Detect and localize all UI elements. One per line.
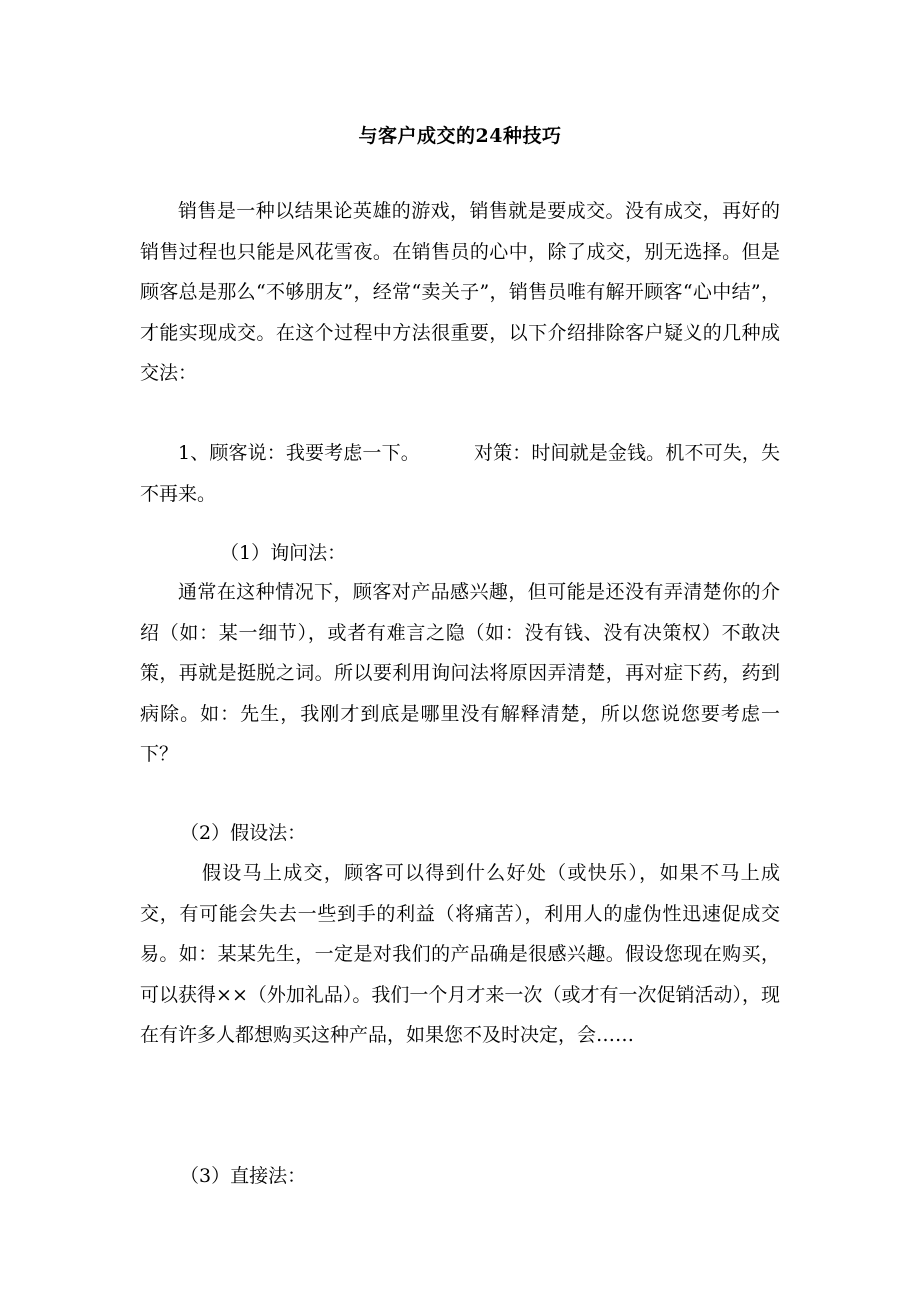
- method3-heading: （3）直接法：: [180, 1165, 307, 1187]
- item1-strategy: 对策：时间就是金钱。机不可失，失不再来。: [140, 442, 780, 505]
- method2-body: 假设马上成交，顾客可以得到什么好处（或快乐），如果不马上成交，有可能会失去一些到手的利益（将痛苦），利用人的虚伪性迅速促成交易。如：某某先生，一定是对我们的产品确是很感兴趣。假设您现在购买，可以获得××（外加礼品）。我们一个月才来一次（或才有一次促销活动），现在有许多人都想购买这种产品，如果您不及时决定，会……: [140, 862, 780, 1046]
- method1-heading: （1）询问法：: [220, 542, 347, 564]
- intro-paragraph: 销售是一种以结果论英雄的游戏，销售就是要成交。没有成交，再好的销售过程也只能是风花雪夜。在销售员的心中，除了成交，别无选择。但是顾客总是那么“不够朋友”，经常“卖关子”，销售员唯有解开顾客“心中结”，才能实现成交。在这个过程中方法很重要，以下介绍排除客户疑义的几种成交法：: [140, 200, 780, 384]
- document-title: 与客户成交的24种技巧: [358, 125, 562, 147]
- item1-question: 1、顾客说：我要考虑一下。: [178, 442, 420, 464]
- item1-paragraph: [140, 433, 780, 514]
- method1-body: 通常在这种情况下，顾客对产品感兴趣，但可能是还没有弄清楚你的介绍（如：某一细节），或者有难言之隐（如：没有钱、没有决策权）不敢决策，再就是挺脱之词。所以要利用询问法将原因弄清楚，再对症下药，药到病除。如：先生，我刚才到底是哪里没有解释清楚，所以您说您要考虑一下？: [140, 581, 780, 765]
- method2-heading: （2）假设法：: [180, 822, 307, 844]
